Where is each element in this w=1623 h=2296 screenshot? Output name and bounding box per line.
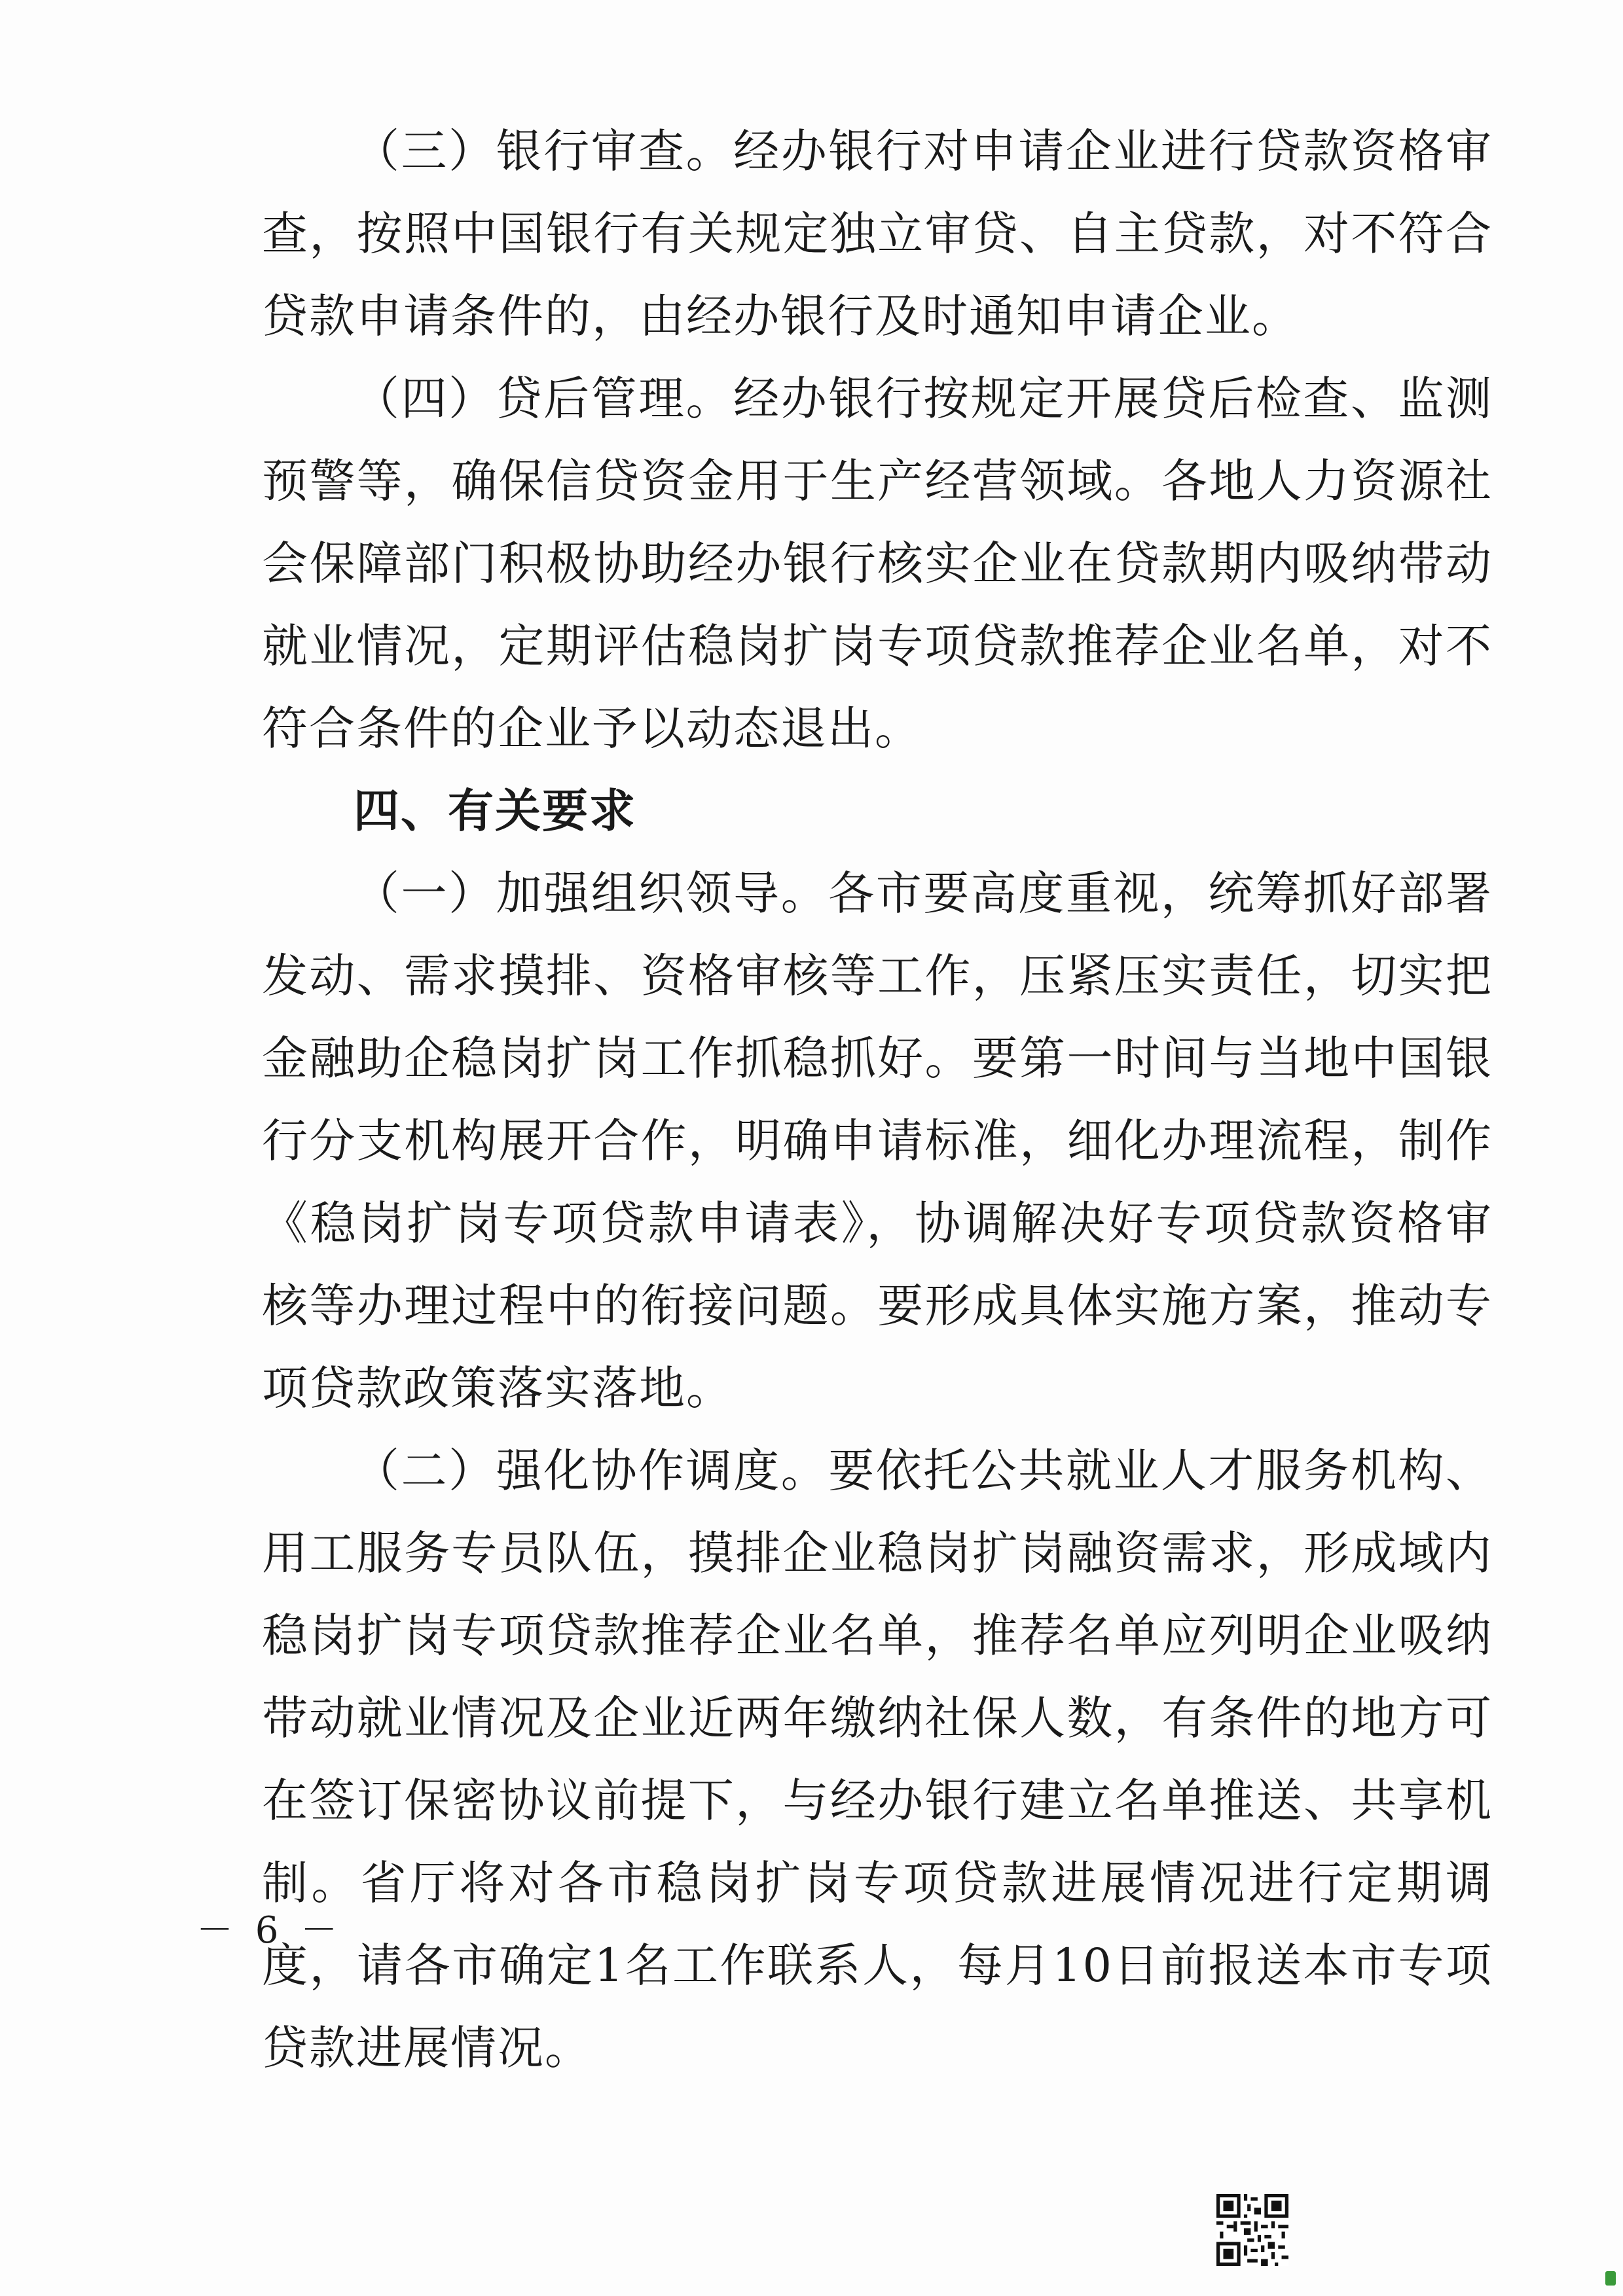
section-heading-requirements: 四、有关要求 [354,784,636,838]
page-number: － 6 － [196,1909,343,1952]
paragraph-coordination-scheduling: （二）强化协作调度。要依托公共就业人才服务机构、用工服务专员队伍，摸排企业稳岗扩岗融资需求，形成域内稳岗扩岗专项贷款推荐企业名单，推荐名单应列明企业吸纳带动就业情况及企业近两年缴纳社保人数，有条件的地方可在签订保密协议前提下，与经办银行建立名单推送、共享机制。省厅将对各市稳岗扩岗专项贷款进展情况进行定期调度，请各市确定1名工作联系人，每月10日前报送本市专项贷款进展情况。 [262,1444,1493,2075]
document-body [262,110,1493,2089]
paragraph-organizational-leadership: （一）加强组织领导。各市要高度重视，统筹抓好部署发动、需求摸排、资格审核等工作，压紧压实责任，切实把金融助企稳岗扩岗工作抓稳抓好。要第一时间与当地中国银行分支机构展开合作，明确申请标准，细化办理流程，制作《稳岗扩岗专项贷款申请表》，协调解决好专项贷款资格审核等办理过程中的衔接问题。要形成具体实施方案，推动专项贷款政策落实落地。 [262,867,1493,1415]
paragraph-bank-review: （三）银行审查。经办银行对申请企业进行贷款资格审查，按照中国银行有关规定独立审贷、自主贷款，对不符合贷款申请条件的，由经办银行及时通知申请企业。 [262,124,1493,343]
qr-code-icon [1216,2194,1288,2266]
paragraph-post-loan-management: （四）贷后管理。经办银行按规定开展贷后检查、监测预警等，确保信贷资金用于生产经营领域。各地人力资源社会保障部门积极协助经办银行核实企业在贷款期内吸纳带动就业情况，定期评估稳岗扩岗专项贷款推荐企业名单，对不符合条件的企业予以动态退出。 [262,372,1493,755]
corner-mark-icon [1605,2271,1616,2286]
